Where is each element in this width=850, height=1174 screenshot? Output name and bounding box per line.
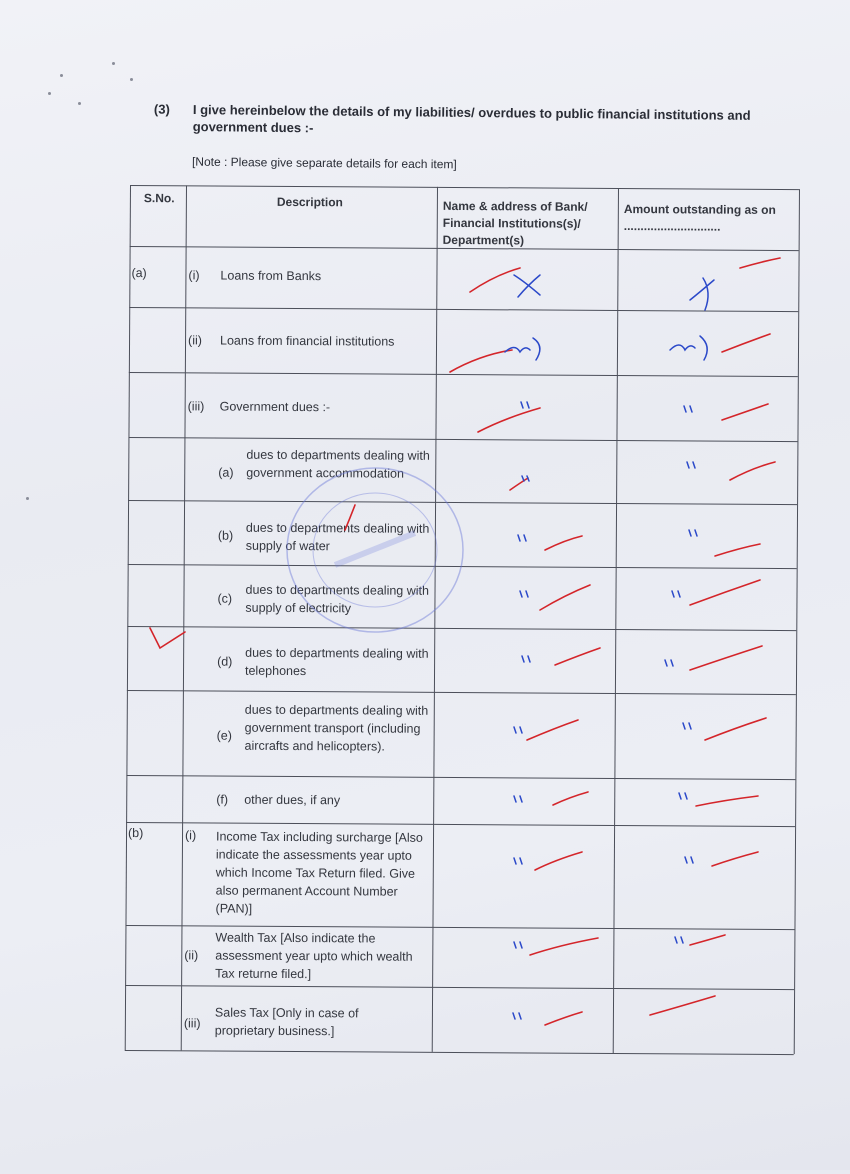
row-description: dues to departments dealing with government transport (including aircrafts and helicopters).	[244, 702, 429, 754]
section-number: (3)	[153, 101, 170, 117]
row-number: (f)	[216, 792, 229, 807]
header-sno: S.No.	[143, 191, 175, 206]
row-number: (d)	[217, 654, 233, 669]
row-description: dues to departments dealing with supply of water	[245, 520, 430, 554]
header-bank: Name & address of Bank/ Financial Institutions(s)/ Department(s)	[442, 198, 588, 248]
row-number: (ii)	[188, 333, 202, 348]
row-description: Loans from Banks	[220, 268, 322, 284]
row-description: Income Tax including surcharge [Also indicate the assessments year upto which Income Tax Return filed. Give also permanent Account Number (PAN)]	[215, 829, 423, 916]
row-description: dues to departments dealing with telephones	[244, 645, 429, 679]
row-description: Wealth Tax [Also indicate the assessment year upto which wealth Tax returne filed.]	[215, 930, 413, 982]
row-number: (i)	[184, 828, 197, 843]
row-number: (iii)	[187, 399, 205, 414]
row-number: (c)	[217, 591, 233, 606]
header-description: Description	[276, 194, 343, 210]
row-description: Government dues :-	[219, 399, 331, 415]
row-number: (i)	[188, 268, 200, 283]
row-number: (iii)	[183, 1016, 201, 1031]
row-description: other dues, if any	[244, 792, 341, 808]
section-heading-text: I give hereinbelow the details of my liabilities/ overdues to public financial institutions and government dues :-	[192, 102, 751, 136]
section-note: [Note : Please give separate details for each item]	[191, 154, 457, 172]
header-amount: Amount outstanding as on .............................	[623, 202, 776, 234]
section-label-b: (b)	[127, 826, 144, 841]
row-description: dues to departments dealing with government accommodation	[246, 447, 430, 481]
row-description: dues to departments dealing with supply of electricity	[245, 582, 430, 616]
section-label-a: (a)	[131, 266, 147, 281]
row-number: (e)	[216, 728, 232, 743]
row-number: (a)	[218, 465, 234, 480]
row-description: Sales Tax [Only in case of proprietary business.]	[214, 1005, 359, 1039]
row-number: (ii)	[184, 948, 199, 963]
row-description: Loans from financial institutions	[220, 333, 395, 349]
row-number: (b)	[217, 528, 234, 543]
